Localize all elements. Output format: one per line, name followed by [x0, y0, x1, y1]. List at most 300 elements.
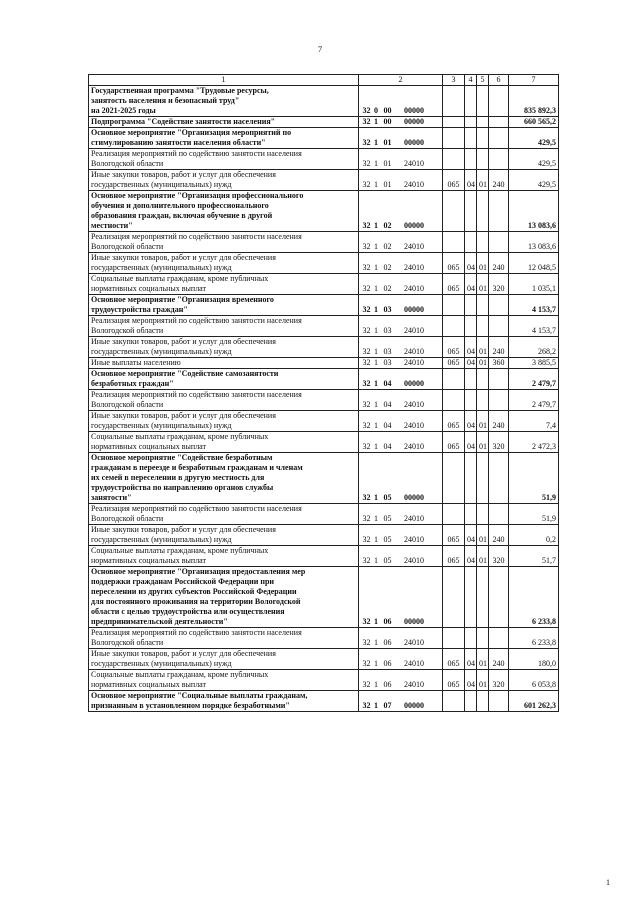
code-part: 1 [374, 493, 378, 502]
code-part: 24010 [404, 242, 424, 251]
row-code [359, 86, 443, 117]
row-name-line: Реализация мероприятий по содействию занятости населения [91, 316, 302, 325]
row-name-line: Иные закупки товаров, работ и услуг для обеспечения [91, 253, 276, 262]
code-part: 24010 [404, 358, 424, 367]
code-part: 24010 [404, 159, 424, 168]
code-part: 32 [362, 680, 371, 689]
code-part: 32 [362, 535, 371, 544]
row-c4 [465, 567, 477, 628]
code-part: 32 [362, 138, 371, 147]
row-name-line: Социальные выплаты гражданам, кроме публичных [91, 670, 269, 679]
table-row [89, 358, 559, 369]
header-cell: 3 [443, 75, 465, 86]
code-part: 1 [374, 159, 378, 168]
row-c6: 240 [489, 525, 509, 546]
code-part: 24010 [404, 400, 424, 409]
code-part: 24010 [404, 442, 424, 451]
row-c3 [443, 390, 465, 411]
row-name [89, 411, 359, 432]
table-row [89, 316, 559, 337]
header-cell: 4 [465, 75, 477, 86]
row-name [89, 337, 359, 358]
row-c6: 240 [489, 337, 509, 358]
table-row [89, 170, 559, 191]
code-part: 1 [374, 221, 378, 230]
code-part: 02 [383, 221, 392, 230]
page-number: 7 [317, 44, 323, 54]
row-c6 [489, 191, 509, 232]
row-c4 [465, 453, 477, 504]
header-cell: 6 [489, 75, 509, 86]
code-part: 1 [374, 379, 378, 388]
row-code [359, 390, 443, 411]
row-name-line: Реализация мероприятий по содействию занятости населения [91, 628, 302, 637]
table-row-section [89, 128, 559, 149]
row-name-line: местности" [91, 221, 133, 230]
table-row [89, 525, 559, 546]
code-part: 03 [383, 305, 392, 314]
code-part: 00000 [404, 493, 424, 502]
row-name-line: нормативных социальных выплат [91, 556, 207, 565]
row-name-line: Реализация мероприятий по содействию занятости населения [91, 232, 302, 241]
header-cell: 5 [477, 75, 489, 86]
row-c5 [477, 628, 489, 649]
row-c4: 04 [465, 411, 477, 432]
row-name [89, 295, 359, 316]
row-c6 [489, 149, 509, 170]
row-name-line: государственных (муниципальных) нужд [91, 421, 232, 430]
code-part: 1 [374, 347, 378, 356]
row-c4: 04 [465, 253, 477, 274]
code-part: 1 [374, 400, 378, 409]
row-c3 [443, 295, 465, 316]
row-code [359, 316, 443, 337]
row-c3: 065 [443, 358, 465, 369]
row-c6: 360 [489, 358, 509, 369]
row-amount: 6 233,8 [509, 628, 559, 649]
row-name-line: гражданам в переезде и безработным гражданам и членам [91, 463, 303, 472]
row-name-line: государственных (муниципальных) нужд [91, 263, 232, 272]
row-c3: 065 [443, 274, 465, 295]
code-part: 00000 [404, 117, 424, 126]
row-c3 [443, 628, 465, 649]
code-part: 00000 [404, 221, 424, 230]
row-amount: 601 262,3 [509, 691, 559, 712]
code-part: 32 [362, 117, 371, 126]
row-c6 [489, 295, 509, 316]
row-code [359, 232, 443, 253]
row-c5: 01 [477, 358, 489, 369]
table-row-section [89, 295, 559, 316]
code-part: 06 [383, 659, 392, 668]
row-c5 [477, 149, 489, 170]
code-part: 03 [383, 358, 392, 367]
row-name [89, 453, 359, 504]
row-c3 [443, 86, 465, 117]
row-c4 [465, 504, 477, 525]
row-name-line: Основное мероприятие "Содействие безработным [91, 453, 273, 462]
code-part: 32 [362, 106, 371, 115]
row-name [89, 149, 359, 170]
row-code [359, 295, 443, 316]
row-amount: 51,7 [509, 546, 559, 567]
row-name-line: Реализация мероприятий по содействию занятости населения [91, 390, 302, 399]
row-c4 [465, 390, 477, 411]
row-name-line: обучения и дополнительного профессионального [91, 201, 269, 210]
row-name [89, 649, 359, 670]
code-part: 1 [374, 535, 378, 544]
row-c3: 065 [443, 649, 465, 670]
row-name-line: государственных (муниципальных) нужд [91, 659, 232, 668]
row-name-line: Иные закупки товаров, работ и услуг для обеспечения [91, 525, 276, 534]
row-name-line: Вологодской области [91, 638, 164, 647]
row-code [359, 128, 443, 149]
header-cell: 2 [359, 75, 443, 86]
row-name [89, 628, 359, 649]
row-c3 [443, 691, 465, 712]
row-name-line: Вологодской области [91, 159, 164, 168]
row-name-line: Реализация мероприятий по содействию занятости населения [91, 149, 302, 158]
row-code [359, 546, 443, 567]
row-c6: 240 [489, 649, 509, 670]
row-c4 [465, 117, 477, 128]
code-part: 06 [383, 617, 392, 626]
row-c5 [477, 504, 489, 525]
row-c3 [443, 117, 465, 128]
row-code [359, 253, 443, 274]
row-name-line: Основное мероприятие "Организация профессионального [91, 191, 304, 200]
code-part: 1 [374, 284, 378, 293]
row-c4: 04 [465, 525, 477, 546]
code-part: 0 [374, 106, 378, 115]
row-name-line: области с целью трудоустройства или осуществления [91, 607, 285, 616]
code-part: 1 [374, 421, 378, 430]
row-code [359, 358, 443, 369]
row-c3: 065 [443, 411, 465, 432]
row-c3: 065 [443, 525, 465, 546]
row-name-line: их семей в переселении в другую местность для [91, 473, 265, 482]
code-part: 06 [383, 638, 392, 647]
row-c6: 320 [489, 670, 509, 691]
row-name-line: государственных (муниципальных) нужд [91, 535, 232, 544]
row-name-line: Государственная программа "Трудовые ресурсы, [91, 86, 269, 95]
row-amount: 660 565,2 [509, 117, 559, 128]
code-part: 00000 [404, 106, 424, 115]
row-c3 [443, 191, 465, 232]
code-part: 32 [362, 305, 371, 314]
code-part: 24010 [404, 263, 424, 272]
row-name [89, 369, 359, 390]
table-row-section [89, 369, 559, 390]
row-c5 [477, 316, 489, 337]
row-name-line: Основное мероприятие "Организация временного [91, 295, 274, 304]
code-part: 00000 [404, 379, 424, 388]
row-c5: 01 [477, 546, 489, 567]
row-code [359, 504, 443, 525]
row-c3: 065 [443, 253, 465, 274]
row-c5 [477, 691, 489, 712]
code-part: 03 [383, 347, 392, 356]
table-row [89, 670, 559, 691]
row-c5 [477, 295, 489, 316]
row-name-line: Подпрограмма "Содействие занятости населения" [91, 117, 276, 126]
row-name-line: Вологодской области [91, 400, 164, 409]
row-c4 [465, 191, 477, 232]
row-name-line: Основное мероприятие "Организация предоставления мер [91, 567, 306, 576]
table-row [89, 390, 559, 411]
row-amount: 13 083,6 [509, 232, 559, 253]
row-code [359, 649, 443, 670]
row-name-line: нормативных социальных выплат [91, 442, 207, 451]
code-part: 32 [362, 326, 371, 335]
table-row-section [89, 453, 559, 504]
row-name [89, 232, 359, 253]
table-row-section [89, 86, 559, 117]
row-c6 [489, 504, 509, 525]
header-cell: 1 [89, 75, 359, 86]
row-c6 [489, 117, 509, 128]
code-part: 24010 [404, 421, 424, 430]
row-c5: 01 [477, 411, 489, 432]
row-name-line: Социальные выплаты гражданам, кроме публичных [91, 274, 269, 283]
code-part: 24010 [404, 180, 424, 189]
code-part: 05 [383, 493, 392, 502]
row-c4 [465, 691, 477, 712]
row-amount: 12 048,5 [509, 253, 559, 274]
code-part: 1 [374, 617, 378, 626]
row-amount: 2 472,3 [509, 432, 559, 453]
row-c4 [465, 628, 477, 649]
code-part: 32 [362, 284, 371, 293]
code-part: 06 [383, 680, 392, 689]
code-part: 24010 [404, 284, 424, 293]
row-c6 [489, 369, 509, 390]
row-amount: 0,2 [509, 525, 559, 546]
row-c3 [443, 149, 465, 170]
table-row [89, 546, 559, 567]
code-part: 03 [383, 326, 392, 335]
code-part: 1 [374, 442, 378, 451]
row-name-line: трудоустройства граждан" [91, 305, 188, 314]
row-c3 [443, 369, 465, 390]
row-amount: 429,5 [509, 170, 559, 191]
table-row-section [89, 117, 559, 128]
row-code [359, 432, 443, 453]
row-code [359, 274, 443, 295]
code-part: 1 [374, 242, 378, 251]
row-code [359, 628, 443, 649]
code-part: 32 [362, 263, 371, 272]
code-part: 00000 [404, 138, 424, 147]
row-c5: 01 [477, 432, 489, 453]
row-name-line: переселении из других субъектов Российской Федерации [91, 587, 297, 596]
table-row [89, 274, 559, 295]
row-c6 [489, 567, 509, 628]
row-name-line: трудоустройства по направлению органов службы [91, 483, 274, 492]
row-amount: 6 233,8 [509, 567, 559, 628]
row-code [359, 117, 443, 128]
row-name-line: образования граждан, включая обучение в другой [91, 211, 273, 220]
row-c6: 240 [489, 253, 509, 274]
row-c5: 01 [477, 670, 489, 691]
row-name [89, 358, 359, 369]
row-name-line: Реализация мероприятий по содействию занятости населения [91, 504, 302, 513]
row-name-line: стимулированию занятости населения области" [91, 138, 266, 147]
row-name-line: поддержки гражданам Российской Федерации при [91, 577, 275, 586]
row-c4 [465, 369, 477, 390]
code-part: 32 [362, 242, 371, 251]
code-part: 32 [362, 379, 371, 388]
row-amount: 1 035,1 [509, 274, 559, 295]
row-c6 [489, 628, 509, 649]
code-part: 01 [383, 180, 392, 189]
row-amount: 3 885,5 [509, 358, 559, 369]
code-part: 04 [383, 400, 392, 409]
row-name-line: Основное мероприятие "Организация мероприятий по [91, 128, 292, 137]
row-name-line: нормативных социальных выплат [91, 284, 207, 293]
code-part: 32 [362, 701, 371, 710]
row-c5: 01 [477, 170, 489, 191]
row-code [359, 191, 443, 232]
code-part: 24010 [404, 638, 424, 647]
row-amount: 2 479,7 [509, 369, 559, 390]
row-name [89, 170, 359, 191]
row-amount: 4 153,7 [509, 295, 559, 316]
row-c6 [489, 390, 509, 411]
code-part: 32 [362, 556, 371, 565]
code-part: 32 [362, 221, 371, 230]
table-row-section [89, 191, 559, 232]
row-name-line: предпринимательской деятельности" [91, 617, 228, 626]
row-name [89, 432, 359, 453]
row-name [89, 691, 359, 712]
row-c4 [465, 295, 477, 316]
row-c3: 065 [443, 546, 465, 567]
row-c3: 065 [443, 337, 465, 358]
row-code [359, 337, 443, 358]
row-name-line: Социальные выплаты гражданам, кроме публичных [91, 432, 269, 441]
row-c4 [465, 316, 477, 337]
row-c6: 240 [489, 411, 509, 432]
row-c4 [465, 86, 477, 117]
row-amount: 429,5 [509, 128, 559, 149]
row-c5: 01 [477, 525, 489, 546]
header-cell: 7 [509, 75, 559, 86]
row-name-line: безработных граждан" [91, 379, 174, 388]
row-name-line: Иные закупки товаров, работ и услуг для обеспечения [91, 170, 276, 179]
code-part: 32 [362, 617, 371, 626]
code-part: 02 [383, 242, 392, 251]
row-name [89, 253, 359, 274]
row-c5 [477, 86, 489, 117]
code-part: 32 [362, 180, 371, 189]
row-name [89, 567, 359, 628]
row-name-line: занятости" [91, 493, 132, 502]
row-c6 [489, 316, 509, 337]
code-part: 00 [383, 117, 392, 126]
row-name-line: на 2021-2025 годы [91, 106, 156, 115]
code-part: 02 [383, 284, 392, 293]
row-c3 [443, 232, 465, 253]
row-c4: 04 [465, 170, 477, 191]
code-part: 1 [374, 117, 378, 126]
code-part: 01 [383, 159, 392, 168]
row-name-line: государственных (муниципальных) нужд [91, 347, 232, 356]
row-amount: 13 083,6 [509, 191, 559, 232]
row-name [89, 274, 359, 295]
budget-table [88, 74, 559, 712]
code-part: 07 [383, 701, 392, 710]
row-c3: 065 [443, 432, 465, 453]
table-row [89, 232, 559, 253]
row-c3 [443, 128, 465, 149]
code-part: 1 [374, 680, 378, 689]
code-part: 24010 [404, 556, 424, 565]
code-part: 1 [374, 326, 378, 335]
row-c5 [477, 390, 489, 411]
row-c5 [477, 191, 489, 232]
code-part: 32 [362, 442, 371, 451]
row-c5: 01 [477, 253, 489, 274]
row-amount: 6 053,8 [509, 670, 559, 691]
row-code [359, 411, 443, 432]
code-part: 1 [374, 514, 378, 523]
row-c3 [443, 504, 465, 525]
row-name-line: признанным в установленном порядке безработными" [91, 701, 290, 710]
row-name [89, 525, 359, 546]
row-c5: 01 [477, 274, 489, 295]
row-c3 [443, 453, 465, 504]
row-c5: 01 [477, 649, 489, 670]
row-c4: 04 [465, 546, 477, 567]
row-name-line: Иные закупки товаров, работ и услуг для обеспечения [91, 649, 276, 658]
code-part: 32 [362, 347, 371, 356]
row-name-line: государственных (муниципальных) нужд [91, 180, 232, 189]
code-part: 32 [362, 493, 371, 502]
row-c3 [443, 567, 465, 628]
row-c6 [489, 232, 509, 253]
row-amount: 7,4 [509, 411, 559, 432]
row-code [359, 170, 443, 191]
table-row [89, 149, 559, 170]
code-part: 1 [374, 138, 378, 147]
table-row [89, 628, 559, 649]
row-c4 [465, 149, 477, 170]
row-amount: 51,9 [509, 504, 559, 525]
row-c5 [477, 117, 489, 128]
row-code [359, 369, 443, 390]
row-amount: 835 892,3 [509, 86, 559, 117]
row-name [89, 670, 359, 691]
code-part: 00000 [404, 701, 424, 710]
code-part: 1 [374, 556, 378, 565]
row-c4 [465, 128, 477, 149]
code-part: 1 [374, 180, 378, 189]
code-part: 32 [362, 514, 371, 523]
code-part: 02 [383, 263, 392, 272]
row-c5 [477, 128, 489, 149]
row-c3 [443, 316, 465, 337]
row-name-line: Социальные выплаты гражданам, кроме публичных [91, 546, 269, 555]
row-c6 [489, 128, 509, 149]
row-name-line: нормативных социальных выплат [91, 680, 207, 689]
row-name [89, 86, 359, 117]
row-c6 [489, 86, 509, 117]
table-row [89, 649, 559, 670]
row-c5 [477, 453, 489, 504]
code-part: 1 [374, 659, 378, 668]
code-part: 1 [374, 701, 378, 710]
